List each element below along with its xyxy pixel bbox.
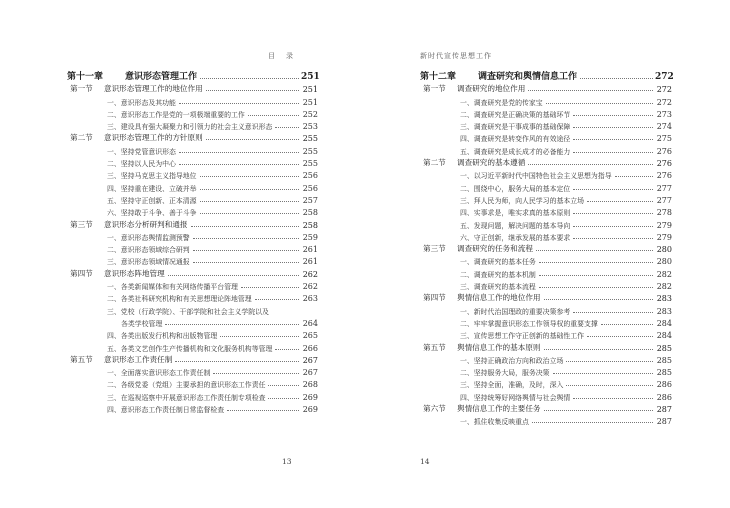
toc-item — [67, 168, 318, 180]
toc-item — [67, 156, 318, 168]
toc-item — [420, 353, 672, 365]
leader-dots — [193, 262, 299, 263]
leader-dots — [615, 176, 653, 177]
toc-page-number: 273 — [656, 109, 672, 119]
toc-title: 调查研究的地位作用 — [457, 84, 526, 94]
toc-page-number: 265 — [302, 331, 318, 341]
toc-title: 三、调查研究的基本流程 — [460, 283, 536, 292]
toc-title: 一、调查研究的基本任务 — [460, 258, 536, 267]
toc-title: 意识形态工作责任制 — [104, 354, 173, 364]
toc-page-number: 259 — [302, 232, 318, 242]
leader-dots — [573, 139, 653, 140]
toc-item — [420, 180, 672, 192]
toc-label: 第三节 — [423, 244, 446, 254]
toc-title: 二、牢牢掌握意识形态工作领导权的重要支撑 — [460, 319, 598, 328]
toc-title: 调查研究的基本遵循 — [457, 158, 526, 168]
toc-page-number: 269 — [302, 405, 318, 415]
toc-page-number: 258 — [302, 208, 318, 218]
leader-dots — [175, 361, 299, 362]
running-head: 目 录 — [268, 52, 295, 60]
leader-dots — [573, 398, 653, 399]
leader-dots — [275, 349, 299, 350]
toc-item — [67, 316, 318, 328]
toc-item — [67, 303, 318, 315]
toc-item — [67, 94, 318, 106]
toc-chapter — [67, 66, 318, 82]
leader-dots — [536, 250, 653, 251]
toc-page-number: 263 — [302, 294, 318, 304]
toc-page-number: 284 — [656, 331, 672, 341]
toc-title: 六、坚持敢于斗争、善于斗争 — [107, 209, 197, 218]
toc-section — [420, 291, 672, 303]
leader-dots — [539, 262, 653, 263]
toc-section — [420, 156, 672, 168]
toc-item — [67, 402, 318, 414]
toc-page-number: 282 — [656, 282, 672, 292]
toc-item — [420, 94, 672, 106]
toc-title: 二、围绕中心，服务大局的基本定位 — [460, 184, 571, 193]
leader-dots — [200, 78, 299, 79]
leader-dots — [179, 103, 299, 104]
toc-page-number: 276 — [656, 171, 672, 181]
toc-title: 一、全面落实意识形态工作责任制 — [107, 369, 211, 378]
leader-dots — [206, 139, 299, 140]
toc-item — [67, 365, 318, 377]
toc-title: 三、坚持马克思主义指导地位 — [107, 172, 197, 181]
toc-title: 三、宣传思想工作守正创新的基础性工作 — [460, 332, 585, 341]
toc-title: 舆情信息工作的地位作用 — [457, 293, 541, 303]
toc-page-number: 257 — [302, 195, 318, 205]
toc-title: 舆情信息工作的主要任务 — [457, 404, 541, 414]
toc-title: 一、坚持党管意识形态 — [107, 147, 176, 156]
toc-item — [67, 254, 318, 266]
toc-page-number: 280 — [656, 257, 672, 267]
toc-item — [67, 193, 318, 205]
toc-item — [67, 328, 318, 340]
toc-page-number: 272 — [656, 85, 672, 95]
toc-title: 各类学校管理 — [121, 319, 163, 328]
toc-item — [420, 119, 672, 131]
toc-title: 五、坚持守正创新、正本清源 — [107, 196, 197, 205]
table-of-contents — [67, 66, 318, 414]
toc-section — [67, 353, 318, 365]
toc-title: 三、建设具有强大凝聚力和引领力的社会主义意识形态 — [107, 123, 273, 132]
toc-item — [67, 180, 318, 192]
toc-title: 二、各类社科研究机构和有关思想理论阵地管理 — [107, 295, 252, 304]
table-of-contents — [420, 66, 672, 426]
toc-item — [420, 107, 672, 119]
leader-dots — [539, 275, 653, 276]
toc-title: 四、各类出版发行机构和出版物管理 — [107, 332, 218, 341]
toc-title: 一、调查研究是党的传家宝 — [460, 98, 543, 107]
toc-page-number: 284 — [656, 318, 672, 328]
toc-page-number: 256 — [302, 183, 318, 193]
leader-dots — [566, 385, 653, 386]
toc-item — [420, 377, 672, 389]
toc-title: 意识形态管理工作的地位作用 — [104, 84, 203, 94]
toc-title: 二、调查研究的基本机制 — [460, 270, 536, 279]
toc-title: 二、意识形态工作是党的一项极端重要的工作 — [107, 110, 245, 119]
toc-item — [420, 303, 672, 315]
toc-title: 三、在巡视巡察中开展意识形态工作责任制专项检查 — [107, 393, 266, 402]
toc-item — [67, 107, 318, 119]
leader-dots — [179, 152, 299, 153]
toc-page-number: 266 — [302, 343, 318, 353]
leader-dots — [227, 410, 299, 411]
toc-page-number: 285 — [656, 343, 672, 353]
leader-dots — [193, 238, 299, 239]
toc-item — [420, 279, 672, 291]
toc-title: 四、意识形态工作责任制日常监督检查 — [107, 406, 225, 415]
toc-page-number: 283 — [656, 294, 672, 304]
toc-item — [420, 328, 672, 340]
toc-title: 四、实事求是，唯实求真的基本原则 — [460, 209, 571, 218]
toc-item — [420, 389, 672, 401]
leader-dots — [268, 385, 299, 386]
leader-dots — [206, 90, 299, 91]
toc-page-number: 278 — [656, 208, 672, 218]
toc-section — [67, 131, 318, 143]
toc-page-number: 274 — [656, 122, 672, 132]
toc-item — [67, 143, 318, 155]
toc-page-number: 276 — [656, 159, 672, 169]
toc-title: 二、各级党委（党组）主要承担的意识形态工作责任 — [107, 381, 266, 390]
leader-dots — [200, 176, 299, 177]
toc-label: 第二节 — [423, 158, 446, 168]
toc-page-number: 272 — [656, 97, 672, 107]
leader-dots — [587, 336, 653, 337]
toc-item — [420, 230, 672, 242]
toc-title: 一、以习近平新时代中国特色社会主义思想为指导 — [460, 172, 612, 181]
toc-page-number: 269 — [302, 392, 318, 402]
toc-title: 意识形态管理工作的方针原则 — [104, 133, 203, 143]
toc-page-number: 262 — [302, 269, 318, 279]
toc-section — [420, 82, 672, 94]
toc-label: 第一节 — [423, 84, 446, 94]
toc-title: 二、调查研究是正确决策的基础环节 — [460, 110, 571, 119]
toc-page-number: 255 — [302, 159, 318, 169]
right-page — [365, 0, 730, 508]
toc-page-number: 267 — [302, 368, 318, 378]
toc-page-number: 286 — [656, 392, 672, 402]
leader-dots — [528, 164, 653, 165]
toc-title: 四、坚持重在建设、立破并举 — [107, 184, 197, 193]
toc-section — [420, 402, 672, 414]
toc-title: 三、坚持全面，准确，及时，深入 — [460, 381, 564, 390]
toc-page-number: 276 — [656, 146, 672, 156]
leader-dots — [566, 361, 653, 362]
leader-dots — [528, 90, 653, 91]
toc-page-number: 264 — [302, 318, 318, 328]
toc-page-number: 267 — [302, 355, 318, 365]
toc-item — [420, 168, 672, 180]
toc-item — [67, 119, 318, 131]
toc-title: 三、拜人民为师，向人民学习的基本立场 — [460, 196, 585, 205]
toc-title: 二、坚持以人民为中心 — [107, 160, 176, 169]
leader-dots — [532, 422, 653, 423]
toc-item — [420, 193, 672, 205]
toc-title: 一、坚持正确政治方向和政治立场 — [460, 356, 564, 365]
toc-page-number: 287 — [656, 417, 672, 427]
leader-dots — [573, 189, 653, 190]
toc-item — [67, 230, 318, 242]
toc-page-number: 277 — [656, 183, 672, 193]
toc-page-number: 280 — [656, 245, 672, 255]
toc-page-number: 287 — [656, 405, 672, 415]
toc-title: 调查研究和舆情信息工作 — [478, 72, 578, 82]
toc-page-number: 252 — [302, 109, 318, 119]
toc-page-number: 251 — [302, 97, 318, 107]
toc-title: 一、新时代治国理政的重要决策参考 — [460, 307, 571, 316]
toc-label: 第六节 — [423, 404, 446, 414]
toc-item — [420, 266, 672, 278]
leader-dots — [193, 250, 299, 251]
toc-item — [420, 143, 672, 155]
toc-label: 第二节 — [70, 133, 93, 143]
toc-item — [67, 291, 318, 303]
toc-title: 二、坚持服务大局，服务决策 — [460, 369, 550, 378]
toc-page-number: 275 — [656, 134, 672, 144]
page-number: 14 — [420, 457, 430, 466]
toc-section — [420, 242, 672, 254]
leader-dots — [168, 275, 299, 276]
toc-item — [420, 131, 672, 143]
leader-dots — [275, 127, 299, 128]
leader-dots — [241, 287, 299, 288]
toc-label: 第五节 — [70, 354, 93, 364]
toc-title: 意识形态阵地管理 — [104, 268, 165, 278]
toc-page-number: 261 — [302, 257, 318, 267]
toc-title: 意识形态分析研判和通报 — [104, 219, 188, 229]
toc-title: 五、调查研究是成长成才的必备能力 — [460, 147, 571, 156]
toc-title: 三、调查研究是干事成事的基础保障 — [460, 123, 571, 132]
toc-title: 四、调查研究是转变作风的有效途径 — [460, 135, 571, 144]
leader-dots — [220, 336, 299, 337]
leader-dots — [544, 349, 653, 350]
leader-dots — [573, 226, 653, 227]
toc-title: 舆情信息工作的基本原则 — [457, 342, 541, 352]
leader-dots — [573, 312, 653, 313]
toc-page-number: 261 — [302, 245, 318, 255]
toc-page-number: 285 — [656, 368, 672, 378]
toc-page-number: 272 — [655, 72, 674, 82]
toc-title: 五、各类文艺创作生产传播机构和文化服务机构等管理 — [107, 344, 273, 353]
toc-item — [67, 377, 318, 389]
toc-item — [420, 217, 672, 229]
toc-chapter — [420, 66, 672, 82]
leader-dots — [553, 373, 653, 374]
toc-page-number: 282 — [656, 269, 672, 279]
toc-item — [67, 340, 318, 352]
toc-item — [420, 254, 672, 266]
toc-title: 五、发现问题，解决问题的基本导向 — [460, 221, 571, 230]
leader-dots — [539, 287, 653, 288]
toc-label: 第四节 — [423, 293, 446, 303]
toc-title: 一、意识形态舆情监测预警 — [107, 233, 190, 242]
leader-dots — [587, 201, 653, 202]
leader-dots — [200, 213, 299, 214]
toc-item — [420, 414, 672, 426]
leader-dots — [573, 115, 653, 116]
toc-title: 三、意识形态领域情况通报 — [107, 258, 190, 267]
toc-page-number: 268 — [302, 380, 318, 390]
toc-title: 四、坚持统筹好网络舆情与社会舆情 — [460, 393, 571, 402]
toc-item — [67, 205, 318, 217]
toc-page-number: 279 — [656, 220, 672, 230]
leader-dots — [165, 324, 299, 325]
toc-title: 一、意识形态及其功能 — [107, 98, 176, 107]
toc-page-number: 286 — [656, 380, 672, 390]
toc-section — [420, 340, 672, 352]
leader-dots — [213, 373, 299, 374]
toc-page-number: 277 — [656, 195, 672, 205]
leader-dots — [191, 226, 299, 227]
toc-item — [67, 389, 318, 401]
leader-dots — [573, 213, 653, 214]
toc-page-number: 262 — [302, 282, 318, 292]
leader-dots — [573, 127, 653, 128]
leader-dots — [255, 299, 299, 300]
leader-dots — [248, 115, 299, 116]
running-head: 新时代宣传思想工作 — [420, 52, 492, 60]
leader-dots — [200, 189, 299, 190]
toc-page-number: 251 — [302, 85, 318, 95]
toc-item — [67, 279, 318, 291]
toc-item — [67, 242, 318, 254]
leader-dots — [580, 78, 653, 79]
toc-page-number: 255 — [302, 146, 318, 156]
toc-page-number: 253 — [302, 122, 318, 132]
toc-label: 第三节 — [70, 219, 93, 229]
toc-label: 第四节 — [70, 268, 93, 278]
toc-page-number: 283 — [656, 306, 672, 316]
toc-title: 调查研究的任务和流程 — [457, 244, 533, 254]
toc-section — [67, 266, 318, 278]
toc-item — [420, 365, 672, 377]
toc-label: 第十一章 — [67, 72, 104, 82]
leader-dots — [573, 238, 653, 239]
toc-title: 六、守正创新，继承发展的基本要求 — [460, 233, 571, 242]
leader-dots — [601, 324, 653, 325]
toc-page-number: 285 — [656, 355, 672, 365]
toc-section — [67, 82, 318, 94]
leader-dots — [573, 152, 653, 153]
toc-title: 意识形态管理工作 — [125, 72, 198, 82]
leader-dots — [268, 398, 299, 399]
toc-label: 第一节 — [70, 84, 93, 94]
toc-section — [67, 217, 318, 229]
leader-dots — [200, 201, 299, 202]
toc-page-number: 279 — [656, 232, 672, 242]
toc-item — [420, 205, 672, 217]
toc-page-number: 251 — [301, 72, 320, 82]
leader-dots — [179, 164, 299, 165]
toc-title: 二、意识形态领域综合研判 — [107, 246, 190, 255]
toc-title: 三、党校（行政学院）、干部学院和社会主义学院以及 — [107, 307, 269, 316]
leader-dots — [544, 299, 653, 300]
toc-page-number: 258 — [302, 220, 318, 230]
leader-dots — [544, 410, 653, 411]
toc-item — [420, 316, 672, 328]
toc-label: 第五节 — [423, 342, 446, 352]
toc-title: 一、各类新闻媒体和有关网络传播平台管理 — [107, 283, 238, 292]
toc-page-number: 255 — [302, 134, 318, 144]
toc-title: 一、抓住收集反映重点 — [460, 418, 529, 427]
toc-label: 第十二章 — [420, 72, 457, 82]
toc-page-number: 256 — [302, 171, 318, 181]
leader-dots — [546, 103, 653, 104]
page-number: 13 — [282, 457, 292, 466]
